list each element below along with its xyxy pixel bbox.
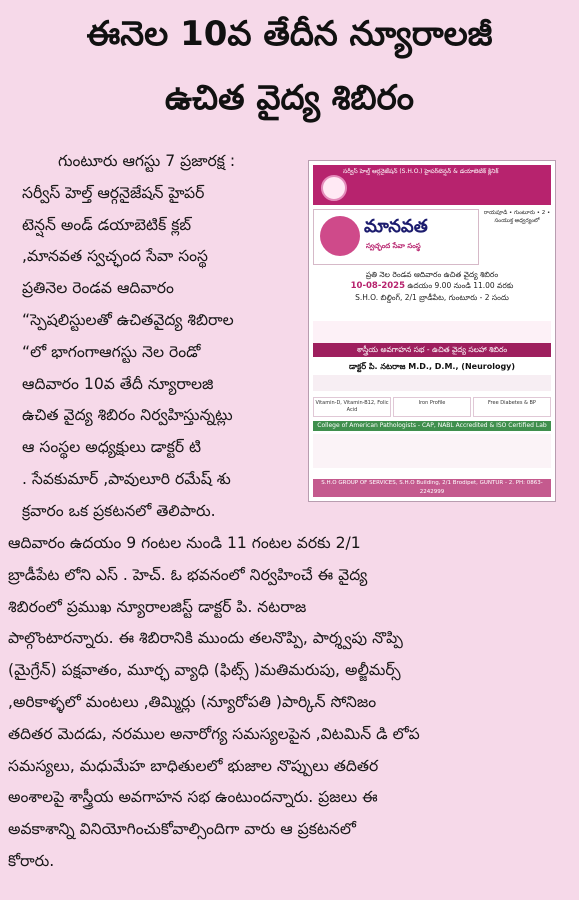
ad-emblem-icon <box>320 216 360 256</box>
article-line: ప్రతినెల రెండవ ఆదివారం <box>22 279 174 298</box>
article-line: (మైగ్రేన్) పక్షవాతం, మూర్ఛ వ్యాధి (ఫిట్స్ )మతిమరుపు, అల్జీమర్స్ <box>8 661 401 680</box>
article-line: . సేవకుమార్ ,పావులూరి రమేష్ శు <box>22 469 231 488</box>
article-line: కోరారు. <box>8 851 55 870</box>
article-line: ఉచిత వైద్య శిబిరం నిర్వహిస్తున్నట్లు <box>22 406 233 425</box>
article-line: ఆదివారం 10వ తేదీ న్యూరాలజి <box>22 374 214 393</box>
article-line: “స్పెషలిస్టులతో ఉచితవైద్య శిబిరాల <box>22 310 234 329</box>
article-line: పాల్గొంటారన్నారు. ఈ శిబిరానికి ముందు తలనొప్పి, పార్శ్వపు నొప్పి <box>8 629 403 648</box>
article-column <box>22 146 308 528</box>
ad-grid-cell: Vitamin-D, Vitamin-B12, Folic Acid <box>313 397 391 417</box>
article-line: శిబిరంలో ప్రముఖ న్యూరాలజిస్ట్ డాక్టర్ పి. నటరాజ <box>8 597 307 616</box>
ad-date-value: 10-08-2025 <box>350 281 406 291</box>
article-line: ఆదివారం ఉదయం 9 గంటల నుండి 11 గంటల వరకు 2/1 <box>8 534 361 552</box>
article-line: ,అరికాళ్ళలో మంటలు ,తిమ్మిర్లు (న్యూరోపతి )పార్కిన్ సోనిజం <box>8 692 377 711</box>
ad-banner-title: మానవత <box>364 216 428 237</box>
headline-line-1: ఈనెల 10వ తేదీన న్యూరాలజీ <box>86 14 493 54</box>
article-line: ఆ సంస్థల అధ్యక్షులు డాక్టర్ టి <box>22 438 202 457</box>
ad-header-text: సర్వీస్ హెల్త్ ఆర్గనైజేషన్ (S.H.O.) హైపర్‌టెన్షన్ & డయాబెటిక్ క్లినిక్ <box>343 168 499 175</box>
ad-footer: S.H.O GROUP OF SERVICES, S.H.O Building, 2/1 Brodipet, GUNTUR - 2. PH: 0863-2242999 <box>313 479 551 497</box>
article-continuation <box>8 528 568 878</box>
article-line: “లో భాగంగాఆగస్టు నెల రెండో <box>22 342 201 361</box>
ad-date-block <box>313 269 551 303</box>
article-line: తదితర మెదడు, నరముల అనారోగ్య సమస్యలపైన ,విటమిన్ డి లోప <box>8 724 420 743</box>
article-line: గుంటూరు ఆగస్టు 7 ప్రజారక్ష : <box>58 152 236 170</box>
ad-lab-grid <box>313 397 551 417</box>
article-line: సమస్యలు, మధుమేహ బాధితులలో భుజాల నొప్పులు తదితర <box>8 756 379 775</box>
ad-logo <box>321 175 347 201</box>
article-line: ,మానవత స్వచ్ఛంద సేవా సంస్థ <box>22 247 209 266</box>
ad-venue: S.H.O. బిల్డింగ్, 2/1 బ్రాడీపేట, గుంటూరు - 2 సందు <box>355 293 509 302</box>
ad-specialties <box>313 321 551 391</box>
advertisement-image <box>308 160 556 502</box>
ad-grid-cell: Iron Profile <box>393 397 471 417</box>
article-line: బ్రాడీపేట లోని ఎస్ . హెచ్. ఓ భవనంలో నిర్వహించే ఈ వైద్య <box>8 565 368 584</box>
article-line: అంశాలపై శాస్త్రీయ అవగాహన సభ ఉంటుందన్నారు. ప్రజలు ఈ <box>8 788 378 807</box>
article-line: సర్వీస్ హెల్త్ ఆర్గనైజేషన్ హైపర్ <box>22 183 205 202</box>
headline-line-2: ఉచిత వైద్య శిబిరం <box>164 78 415 118</box>
ad-doctor-name: డాక్టర్ పి. నటరాజ M.D., D.M., (Neurology) <box>348 362 516 371</box>
article-line: క్రవారం ఒక ప్రకటనలో తెలిపారు. <box>22 501 216 520</box>
ad-banner-subtitle: స్వచ్ఛంద సేవా సంస్థ <box>366 242 421 250</box>
ad-banner <box>313 209 479 265</box>
ad-camp-bar: శాస్త్రీయ అవగాహన సభ - ఉచిత వైద్య సలహా శిబిరం <box>313 343 551 357</box>
ad-lab-accreditation: College of American Pathologists - CAP, NABL Accredited & ISO Certified Lab <box>313 421 551 431</box>
article-line: టెన్షన్ అండ్ డయాబెటిక్ క్లబ్ <box>22 215 192 234</box>
article-line: అవకాశాన్ని వినియోగించుకోవాల్సిందిగా వారు ఆ ప్రకటనలో <box>8 820 356 839</box>
ad-grid-cell: Free Diabetes & BP <box>473 397 551 417</box>
ad-banner-right-text: రాయపూడి • గుంటూరు • 2 • సంయుక్త ఆధ్వర్యంలో <box>483 210 551 224</box>
ad-date-line: ప్రతి నెల రెండవ ఆదివారం ఉచిత వైద్య శిబిరం <box>365 270 499 279</box>
ad-header <box>313 165 551 205</box>
ad-time: ఉదయం 9.00 నుండి 11.00 వరకు <box>407 281 514 290</box>
ad-lab-section <box>313 397 551 468</box>
